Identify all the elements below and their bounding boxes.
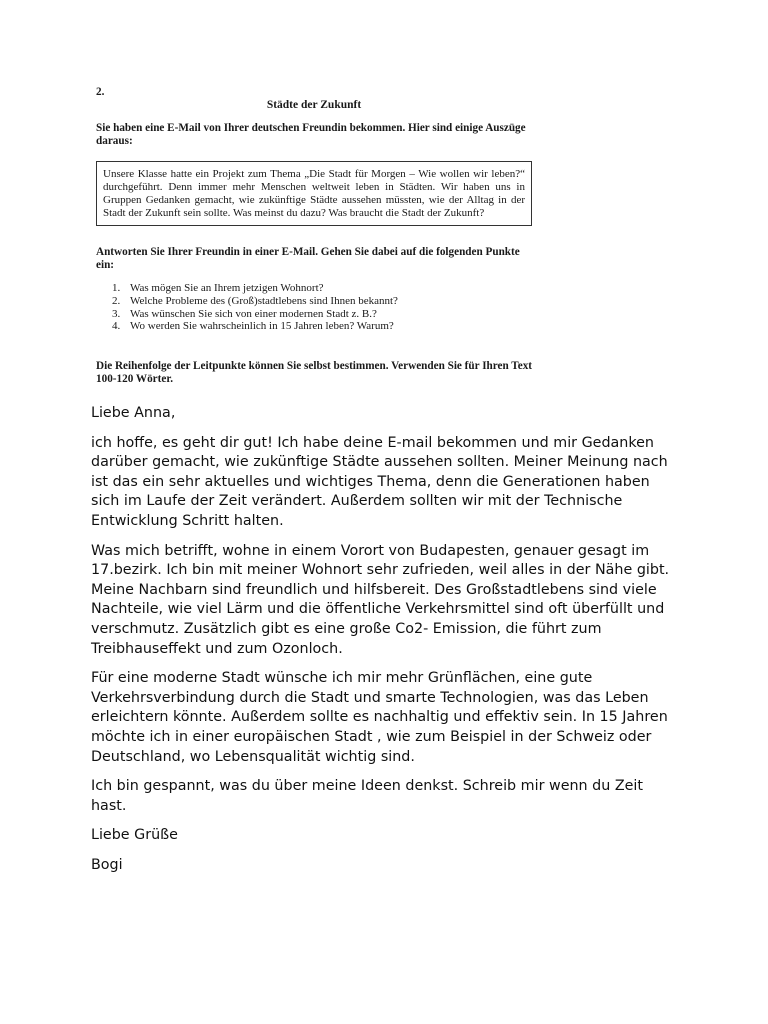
email-excerpt-box: Unsere Klasse hatte ein Projekt zum Thema „Die Stadt für Morgen – Wie wollen wir leben?“ durchgeführt. Denn immer mehr Menschen weltweit leben in Städten. Wir haben uns in Gruppen Gedanken gemacht, wie zukünftige Städte aussehen müssten, wie der Alltag in der Stadt der Zukunft sein sollte. Was meinst du dazu? Was braucht die Stadt der Zukunft?	[96, 161, 532, 226]
task-instruction: Antworten Sie Ihrer Freundin in einer E-Mail. Gehen Sie dabei auf die folgenden Punkte ein:	[96, 246, 520, 271]
task-point-number: 3.	[112, 307, 121, 320]
letter-signature: Bogi	[91, 856, 123, 873]
task-points-list	[112, 282, 398, 333]
task-point	[112, 282, 398, 295]
letter-paragraph: Ich bin gespannt, was du über meine Ideen denkst. Schreib mir wenn du Zeit hast.	[91, 778, 644, 814]
task-intro: Sie haben eine E-Mail von Ihrer deutschen Freundin bekommen. Hier sind einige Auszüge daraus:	[96, 122, 526, 147]
task-point-number: 2.	[112, 294, 121, 307]
letter-paragraph: Was mich betrifft, wohne in einem Vorort von Budapesten, genauer gesagt im 17.bezirk. Ich bin mit meiner Wohnort sehr zufrieden, weil alles in der Nähe gibt. Meine Nachbarn sind freundlich und hilfsbereit. Des Großstadtlebens sind viele Nachteile, wie viel Lärm und die öffentliche Verkehrsmittel sind oft überfüllt und verschmutz. Zusätzlich gibt es eine große Co2- Emission, die führt zum Treibhauseffekt und zum Ozonloch.	[91, 542, 670, 657]
task-point-text: Welche Probleme des (Groß)stadtlebens sind Ihnen bekannt?	[130, 294, 398, 307]
letter-paragraph: Für eine moderne Stadt wünsche ich mir mehr Grünflächen, eine gute Verkehrsverbindung durch die Stadt und smarte Technologien, was das Leben erleichtern könnte. Außerdem sollte es nachhaltig und effektiv sein. In 15 Jahren möchte ich in einer europäischen Stadt , wie zum Beispiel in der Schweiz oder Deutschland, wo Lebensqualität wichtig sind.	[91, 670, 668, 765]
task-number: 2.	[96, 86, 105, 98]
task-point-number: 1.	[112, 282, 121, 294]
letter-closing: Liebe Grüße	[91, 827, 178, 844]
task-point	[112, 295, 398, 308]
letter-greeting: Liebe Anna,	[91, 405, 176, 421]
task-note: Die Reihenfolge der Leitpunkte können Sie selbst bestimmen. Verwenden Sie für Ihren Text 100-120 Wörter.	[96, 360, 533, 385]
letter-paragraph: ich hoffe, es geht dir gut! Ich habe deine E-mail bekommen und mir Gedanken darüber gemacht, wie zukünftige Städte aussehen sollten. Meiner Meinung nach ist das ein sehr aktuelles und wichtiges Thema, denn die Generationen haben sich im Laufe der Zeit verändert. Außerdem sollten wir mit der Technische Entwicklung Schritt halten.	[91, 434, 668, 529]
task-title: Städte der Zukunft	[266, 99, 362, 111]
task-point	[112, 320, 398, 333]
task-point-text: Was wünschen Sie sich von einer modernen Stadt z. B.?	[130, 307, 377, 320]
task-point-number: 4.	[112, 320, 121, 333]
letter-body	[91, 404, 679, 885]
task-point	[112, 308, 398, 321]
task-point-text: Wo werden Sie wahrscheinlich in 15 Jahren leben? Warum?	[130, 320, 394, 333]
task-point-text: Was mögen Sie an Ihrem jetzigen Wohnort?	[130, 282, 324, 294]
